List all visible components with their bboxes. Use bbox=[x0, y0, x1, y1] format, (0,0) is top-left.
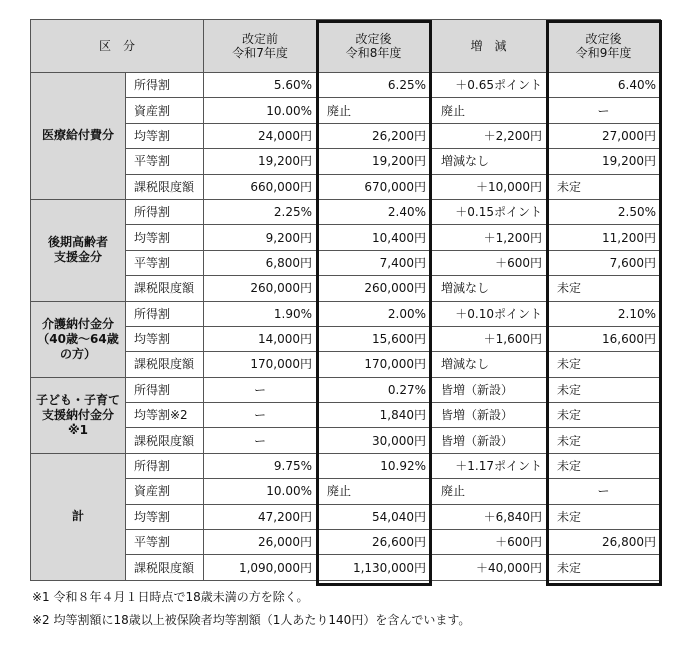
table-row bbox=[31, 377, 661, 402]
change-cell: 廃止 bbox=[431, 98, 547, 123]
category-cell bbox=[31, 453, 126, 580]
item-cell: 所得割 bbox=[126, 377, 204, 402]
after-r8-cell: 0.27% bbox=[317, 377, 431, 402]
change-cell: 皆増（新設） bbox=[431, 428, 547, 453]
before-cell: ー bbox=[204, 428, 317, 453]
after-r8-cell: 2.00% bbox=[317, 301, 431, 326]
before-cell: ー bbox=[204, 403, 317, 428]
change-cell: 廃止 bbox=[431, 479, 547, 504]
item-cell: 均等割 bbox=[126, 504, 204, 529]
after-r9-cell: 未定 bbox=[547, 453, 661, 478]
category-label-line: 支援納付金分 bbox=[41, 407, 114, 422]
before-cell: 5.60% bbox=[204, 73, 317, 98]
before-cell: 2.25% bbox=[204, 199, 317, 224]
after-r8-cell: 54,040円 bbox=[317, 504, 431, 529]
after-r9-cell: 2.50% bbox=[547, 199, 661, 224]
footnote-2: ※2 均等割額に18歳以上被保険者均等割額（1人あたり140円）を含んでいます。 bbox=[32, 613, 471, 627]
item-cell: 平等割 bbox=[126, 530, 204, 555]
before-cell: 660,000円 bbox=[204, 174, 317, 199]
change-cell: ＋6,840円 bbox=[431, 504, 547, 529]
table-row bbox=[31, 73, 661, 98]
after-r9-cell: 未定 bbox=[547, 377, 661, 402]
category-cell bbox=[31, 377, 126, 453]
table-row bbox=[31, 199, 661, 224]
category-cell bbox=[31, 73, 126, 200]
table-row bbox=[31, 479, 661, 504]
before-cell: 47,200円 bbox=[204, 504, 317, 529]
table-row bbox=[31, 98, 661, 123]
change-cell: ＋40,000円 bbox=[431, 555, 547, 580]
before-cell: 14,000円 bbox=[204, 326, 317, 351]
after-r9-cell: 未定 bbox=[547, 403, 661, 428]
item-cell: 平等割 bbox=[126, 149, 204, 174]
header-after-r9-line2: 令和9年度 bbox=[575, 46, 632, 60]
item-cell: 課税限度額 bbox=[126, 352, 204, 377]
after-r9-cell: 6.40% bbox=[547, 73, 661, 98]
category-label-line: の方） bbox=[59, 346, 96, 361]
after-r9-cell: 未定 bbox=[547, 276, 661, 301]
after-r9-cell: 未定 bbox=[547, 504, 661, 529]
header-after-r8-line1: 改定後 bbox=[355, 32, 392, 46]
header-category: 区 分 bbox=[31, 20, 204, 73]
table-row bbox=[31, 149, 661, 174]
category-cell bbox=[31, 199, 126, 301]
before-cell: 170,000円 bbox=[204, 352, 317, 377]
change-cell: ＋1,600円 bbox=[431, 326, 547, 351]
category-label-line: 介護納付金分 bbox=[41, 316, 114, 331]
after-r9-cell: 未定 bbox=[547, 428, 661, 453]
table-row bbox=[31, 403, 661, 428]
table-row bbox=[31, 225, 661, 250]
after-r9-cell: ー bbox=[547, 479, 661, 504]
after-r9-cell: 16,600円 bbox=[547, 326, 661, 351]
item-cell: 課税限度額 bbox=[126, 276, 204, 301]
category-label-line: ※1 bbox=[67, 422, 88, 437]
after-r9-cell: 2.10% bbox=[547, 301, 661, 326]
after-r9-cell: 19,200円 bbox=[547, 149, 661, 174]
after-r8-cell: 10,400円 bbox=[317, 225, 431, 250]
after-r8-cell: 170,000円 bbox=[317, 352, 431, 377]
table-header-row bbox=[31, 20, 661, 73]
header-after-r8-line2: 令和8年度 bbox=[345, 46, 402, 60]
after-r8-cell: 廃止 bbox=[317, 98, 431, 123]
change-cell: 増減なし bbox=[431, 352, 547, 377]
header-before-line1: 改定前 bbox=[242, 32, 279, 46]
table-row bbox=[31, 301, 661, 326]
change-cell: ＋10,000円 bbox=[431, 174, 547, 199]
item-cell: 資産割 bbox=[126, 479, 204, 504]
item-cell: 均等割 bbox=[126, 326, 204, 351]
header-after-r8 bbox=[317, 20, 431, 73]
change-cell: 増減なし bbox=[431, 276, 547, 301]
after-r9-cell: 未定 bbox=[547, 174, 661, 199]
after-r8-cell: 6.25% bbox=[317, 73, 431, 98]
category-label-line: 支援金分 bbox=[53, 250, 102, 265]
after-r8-cell: 2.40% bbox=[317, 199, 431, 224]
before-cell: 26,000円 bbox=[204, 530, 317, 555]
change-cell: 増減なし bbox=[431, 149, 547, 174]
after-r9-cell: 11,200円 bbox=[547, 225, 661, 250]
after-r8-cell: 10.92% bbox=[317, 453, 431, 478]
after-r8-cell: 1,840円 bbox=[317, 403, 431, 428]
change-cell: ＋0.10ポイント bbox=[431, 301, 547, 326]
table-row bbox=[31, 276, 661, 301]
item-cell: 均等割 bbox=[126, 123, 204, 148]
table-row bbox=[31, 504, 661, 529]
table-row bbox=[31, 174, 661, 199]
table-body bbox=[31, 73, 661, 581]
table-row bbox=[31, 428, 661, 453]
header-before-line2: 令和7年度 bbox=[232, 46, 288, 60]
after-r8-cell: 19,200円 bbox=[317, 149, 431, 174]
after-r9-cell: 未定 bbox=[547, 555, 661, 580]
after-r8-cell: 260,000円 bbox=[317, 276, 431, 301]
category-label-line: （40歳～64歳 bbox=[37, 331, 119, 346]
before-cell: 24,000円 bbox=[204, 123, 317, 148]
change-cell: 皆増（新設） bbox=[431, 403, 547, 428]
table-row bbox=[31, 250, 661, 275]
table-row bbox=[31, 326, 661, 351]
change-cell: ＋600円 bbox=[431, 250, 547, 275]
header-before bbox=[204, 20, 317, 73]
item-cell: 平等割 bbox=[126, 250, 204, 275]
after-r8-cell: 7,400円 bbox=[317, 250, 431, 275]
table-row bbox=[31, 123, 661, 148]
item-cell: 課税限度額 bbox=[126, 428, 204, 453]
before-cell: 10.00% bbox=[204, 479, 317, 504]
item-cell: 均等割 bbox=[126, 225, 204, 250]
table-row bbox=[31, 555, 661, 580]
before-cell: 6,800円 bbox=[204, 250, 317, 275]
category-cell bbox=[31, 301, 126, 377]
before-cell: 1,090,000円 bbox=[204, 555, 317, 580]
item-cell: 所得割 bbox=[126, 199, 204, 224]
header-after-r9-line1: 改定後 bbox=[585, 32, 622, 46]
item-cell: 課税限度額 bbox=[126, 174, 204, 199]
table-row bbox=[31, 453, 661, 478]
item-cell: 所得割 bbox=[126, 301, 204, 326]
before-cell: 10.00% bbox=[204, 98, 317, 123]
after-r8-cell: 15,600円 bbox=[317, 326, 431, 351]
item-cell: 資産割 bbox=[126, 98, 204, 123]
change-cell: 皆増（新設） bbox=[431, 377, 547, 402]
change-cell: ＋1.17ポイント bbox=[431, 453, 547, 478]
before-cell: 9.75% bbox=[204, 453, 317, 478]
item-cell: 所得割 bbox=[126, 73, 204, 98]
change-cell: ＋1,200円 bbox=[431, 225, 547, 250]
table-row bbox=[31, 352, 661, 377]
change-cell: ＋0.65ポイント bbox=[431, 73, 547, 98]
footnote-1: ※1 令和８年４月１日時点で18歳未満の方を除く。 bbox=[32, 590, 309, 604]
before-cell: 1.90% bbox=[204, 301, 317, 326]
after-r9-cell: 7,600円 bbox=[547, 250, 661, 275]
before-cell: 9,200円 bbox=[204, 225, 317, 250]
after-r9-cell: 27,000円 bbox=[547, 123, 661, 148]
after-r9-cell: ー bbox=[547, 98, 661, 123]
after-r9-cell: 未定 bbox=[547, 352, 661, 377]
tax-rate-table bbox=[30, 19, 661, 581]
after-r8-cell: 30,000円 bbox=[317, 428, 431, 453]
after-r8-cell: 26,200円 bbox=[317, 123, 431, 148]
item-cell: 均等割※2 bbox=[126, 403, 204, 428]
category-label-line: 計 bbox=[71, 509, 84, 524]
after-r8-cell: 1,130,000円 bbox=[317, 555, 431, 580]
change-cell: ＋600円 bbox=[431, 530, 547, 555]
before-cell: 19,200円 bbox=[204, 149, 317, 174]
category-label-line: 医療給付費分 bbox=[41, 128, 114, 143]
table-row bbox=[31, 530, 661, 555]
change-cell: ＋0.15ポイント bbox=[431, 199, 547, 224]
header-change: 増 減 bbox=[431, 20, 547, 73]
item-cell: 課税限度額 bbox=[126, 555, 204, 580]
change-cell: ＋2,200円 bbox=[431, 123, 547, 148]
item-cell: 所得割 bbox=[126, 453, 204, 478]
after-r8-cell: 廃止 bbox=[317, 479, 431, 504]
before-cell: ー bbox=[204, 377, 317, 402]
after-r8-cell: 26,600円 bbox=[317, 530, 431, 555]
header-after-r9 bbox=[547, 20, 661, 73]
after-r8-cell: 670,000円 bbox=[317, 174, 431, 199]
category-label-line: 子ども・子育て bbox=[35, 392, 120, 407]
before-cell: 260,000円 bbox=[204, 276, 317, 301]
after-r9-cell: 26,800円 bbox=[547, 530, 661, 555]
category-label-line: 後期高齢者 bbox=[47, 235, 108, 250]
